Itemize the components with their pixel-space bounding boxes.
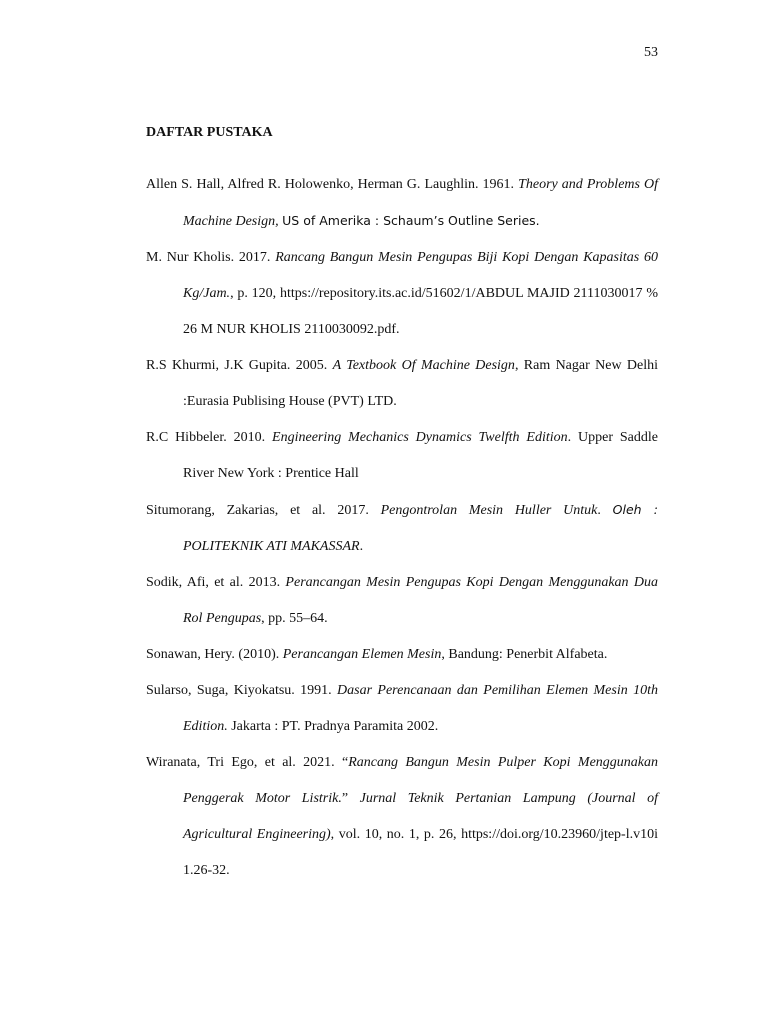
reference-title: Theory and Problems Of Machine Design, [183, 177, 659, 229]
reference-title: Rancang Bangun Mesin Pulper Kopi Menggunakan Penggerak Motor Listrik. [183, 755, 658, 806]
reference-details: , Ram Nagar New Delhi :Eurasia Publising House (PVT) LTD. [183, 358, 658, 409]
reference-entry-khurmi [146, 348, 658, 420]
reference-entry-hibbeler [146, 420, 658, 492]
reference-entry-sonawan [146, 637, 658, 673]
reference-authors: Wiranata, Tri Ego, et al. 2021. “ [146, 755, 349, 770]
reference-authors: Sodik, Afi, et al. 2013. [146, 575, 286, 590]
reference-details: . [359, 539, 364, 554]
reference-title: Rancang Bangun Mesin Pengupas Biji Kopi Dengan Kapasitas 60 Kg/Jam. [183, 250, 659, 301]
reference-title: Dasar Perencanaan dan Pemilihan Elemen Mesin 10th Edition. [183, 683, 658, 734]
reference-details: . Upper Saddle River New York : Prentice Hall [183, 430, 658, 481]
page-number: 53 [644, 45, 658, 60]
reference-title: Pengontrolan Mesin Huller Untuk [380, 503, 598, 518]
reference-separator: ” [341, 791, 360, 806]
reference-title: Perancangan Elemen Mesin [282, 647, 442, 662]
reference-title: Engineering Mechanics Dynamics Twelfth Edition [272, 430, 568, 445]
reference-details: , Bandung: Penerbit Alfabeta. [441, 647, 608, 662]
reference-details: , vol. 10, no. 1, p. 26, https://doi.org/10.23960/jtep-l.v10i1.26-32. [183, 827, 658, 878]
reference-publisher: US of Amerika : Schaum’s Outline Series. [282, 213, 540, 228]
reference-authors: Situmorang, Zakarias, et al. 2017. [146, 503, 381, 518]
reference-details: , pp. 55–64. [261, 611, 328, 626]
reference-oleh: Oleh : [612, 502, 659, 517]
reference-separator: . [597, 503, 613, 518]
reference-entry-hall [146, 167, 658, 240]
reference-journal: Jurnal Teknik Pertanian Lampung (Journal of Agricultural Engineering) [183, 791, 658, 842]
reference-entry-sodik [146, 565, 658, 637]
reference-authors: M. Nur Kholis. 2017. [146, 250, 276, 265]
reference-entry-kholis [146, 240, 658, 348]
reference-authors: R.S Khurmi, J.K Gupita. 2005. [146, 358, 333, 373]
reference-title-institution: POLITEKNIK ATI MAKASSAR [183, 539, 360, 554]
reference-title: Perancangan Mesin Pengupas Kopi Dengan Menggunakan Dua Rol Pengupas [183, 575, 658, 626]
reference-authors: R.C Hibbeler. 2010. [146, 430, 273, 445]
reference-authors: Sonawan, Hery. (2010). [146, 647, 283, 662]
reference-details: Jakarta : PT. Pradnya Paramita 2002. [227, 719, 439, 734]
reference-entry-situmorang [146, 492, 658, 565]
reference-title: A Textbook Of Machine Design [332, 358, 515, 373]
bibliography-heading: DAFTAR PUSTAKA [146, 125, 273, 140]
reference-details: , p. 120, https://repository.its.ac.id/51602/1/ABDUL MAJID 2111030017 %26 M NUR KHOLIS 2110030092.pdf. [183, 286, 658, 337]
reference-authors: Sularso, Suga, Kiyokatsu. 1991. [146, 683, 338, 698]
reference-entry-sularso [146, 673, 658, 745]
reference-authors: Allen S. Hall, Alfred R. Holowenko, Herman G. Laughlin. 1961. [146, 177, 519, 192]
reference-entry-wiranata [146, 745, 658, 889]
reference-list [146, 167, 658, 889]
